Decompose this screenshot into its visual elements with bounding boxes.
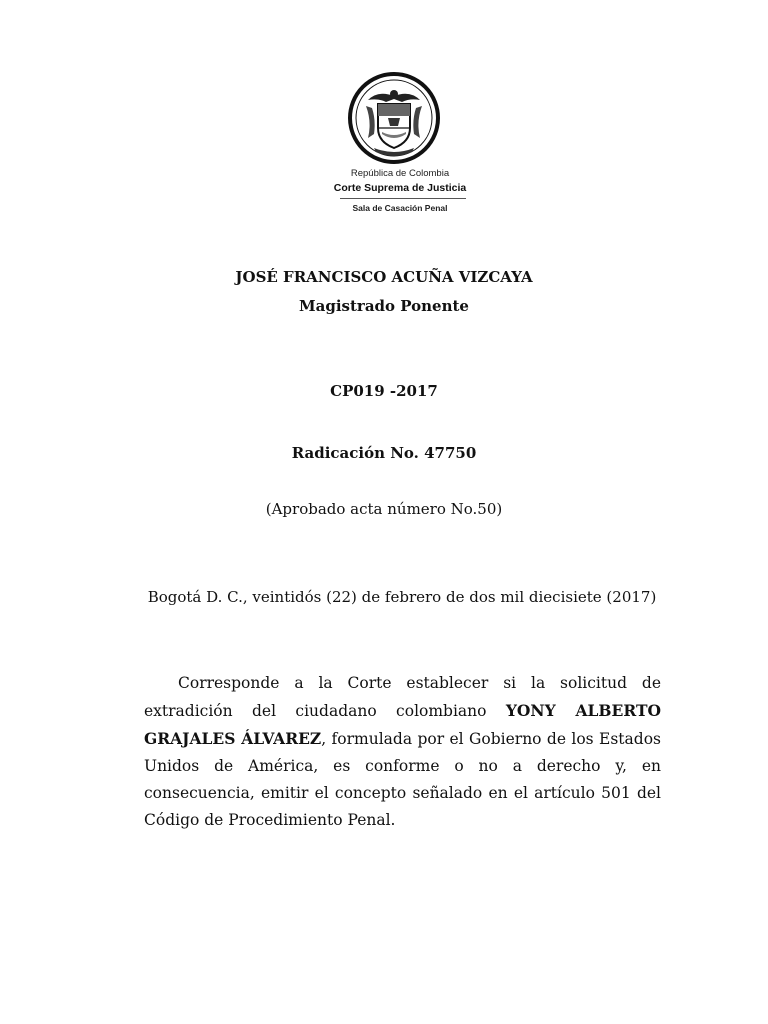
radicacion-number: Radicación No. 47750 <box>291 444 477 462</box>
opening-paragraph <box>144 670 661 834</box>
case-code: CP019 -2017 <box>330 382 438 400</box>
person-name: YONY ALBERTO GRAJALES ÁLVAREZ <box>144 701 661 748</box>
magistrate-role: Magistrado Ponente <box>299 297 469 315</box>
republic-label: República de Colombia <box>350 168 450 179</box>
date-line: Bogotá D. C., veintidós (22) de febrero de dos mil diecisiete (2017) <box>147 588 657 606</box>
court-name: Corte Suprema de Justicia <box>333 182 467 194</box>
coat-of-arms-icon <box>348 72 440 164</box>
chamber-name: Sala de Casación Penal <box>352 203 448 213</box>
paragraph-text-part2: , formulada por el Gobierno de los Estados Unidos de América, es conforme o no a derecho y, en consecuencia, emitir el concepto señalado en el artículo 501 del Código de Procedimiento Penal. <box>144 730 661 829</box>
paragraph-text-part1: Corresponde a la Corte establecer si la solicitud de extradición del ciudadano colombiano <box>144 674 661 720</box>
header-divider <box>340 198 466 199</box>
magistrate-name: JOSÉ FRANCISCO ACUÑA VIZCAYA <box>235 268 533 286</box>
approval-note: (Aprobado acta número No.50) <box>265 500 503 518</box>
